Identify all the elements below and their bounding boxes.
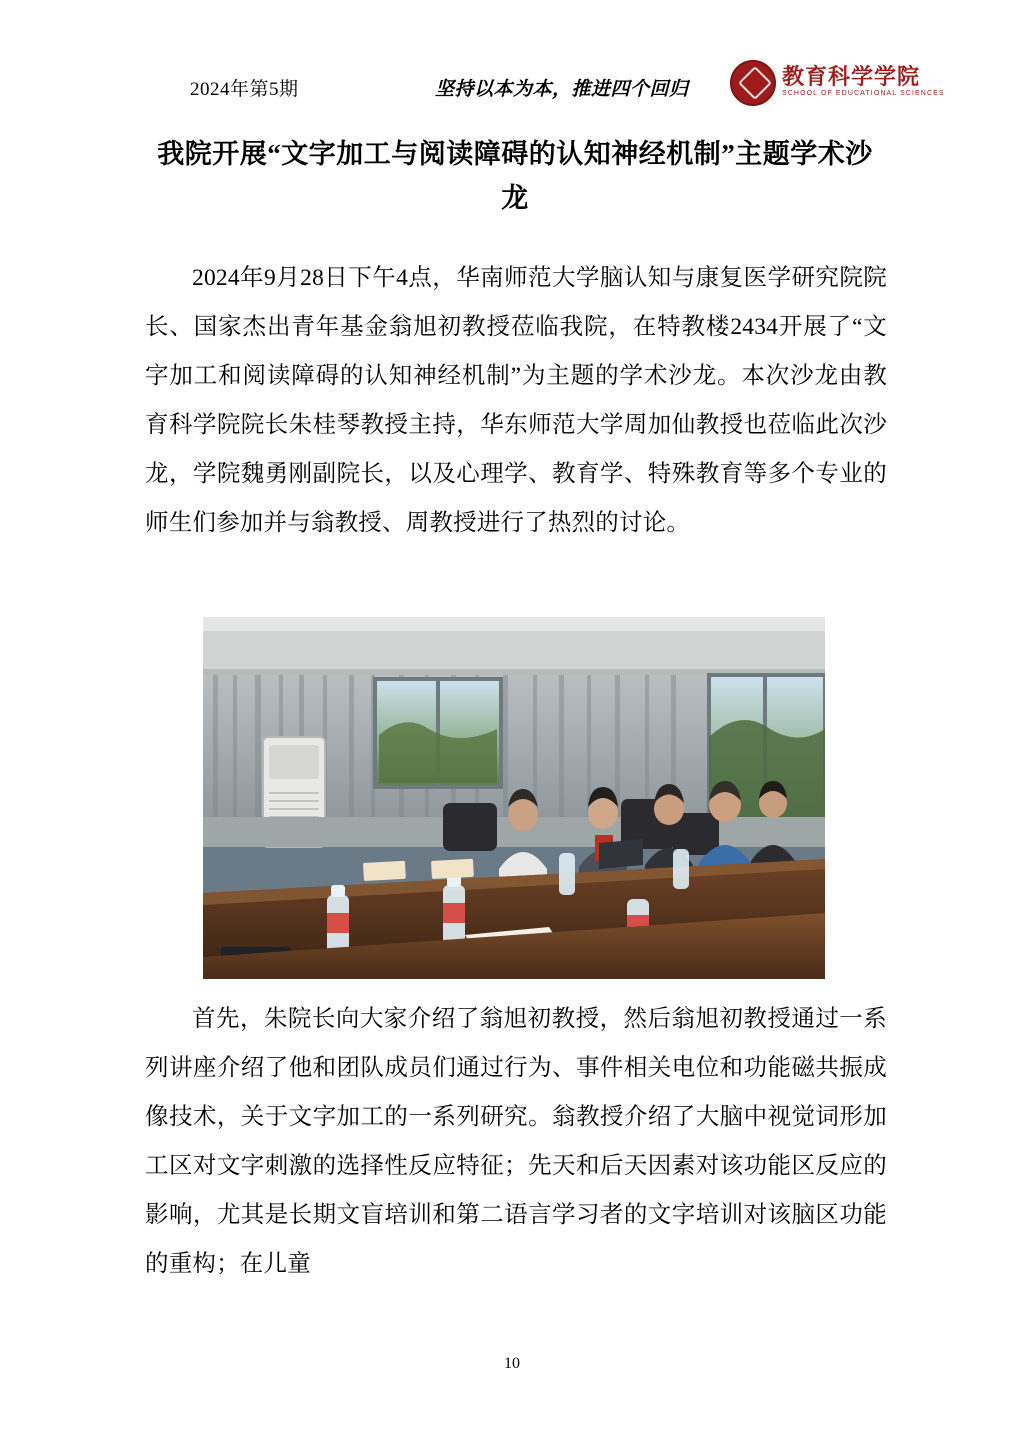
article-photo xyxy=(203,617,825,979)
slogan-text: 坚持以本为本，推进四个回归 xyxy=(435,79,689,100)
page-number: 10 xyxy=(504,1355,520,1372)
university-seal-icon xyxy=(730,60,776,106)
article-title: 我院开展“文字加工与阅读障碍的认知神经机制”主题学术沙龙 xyxy=(157,139,873,213)
logo-name-cn: 教育科学学院 xyxy=(782,64,921,89)
meeting-room-photo xyxy=(203,617,825,979)
school-logo xyxy=(730,58,945,110)
article-paragraph-1: 2024年9月28日下午4点，华南师范大学脑认知与康复医学研究院院长、国家杰出青年基金翁旭初教授莅临我院，在特教楼2434开展了“文字加工和阅读障碍的认知神经机制”为主题的学术沙龙。本次沙龙由教育科学院院长朱桂琴教授主持，华东师范大学周加仙教授也莅临此次沙龙，学院魏勇刚副院长，以及心理学、教育学、特殊教育等多个专业的师生们参加并与翁教授、周教授进行了热烈的讨论。 xyxy=(145,265,887,536)
logo-name-en: SCHOOL OF EDUCATIONAL SCIENCES xyxy=(782,90,945,97)
article-paragraph-2: 首先，朱院长向大家介绍了翁旭初教授，然后翁旭初教授通过一系列讲座介绍了他和团队成员们通过行为、事件相关电位和功能磁共振成像技术，关于文字加工的一系列研究。翁教授介绍了大脑中视觉词形加工区对文字刺激的选择性反应特征；先天和后天因素对该功能区反应的影响，尤其是长期文盲培训和第二语言学习者的文字培训对该脑区功能的重构；在儿童 xyxy=(145,1006,887,1277)
issue-label: 2024年第5期 xyxy=(190,79,299,100)
page-header xyxy=(150,58,945,116)
